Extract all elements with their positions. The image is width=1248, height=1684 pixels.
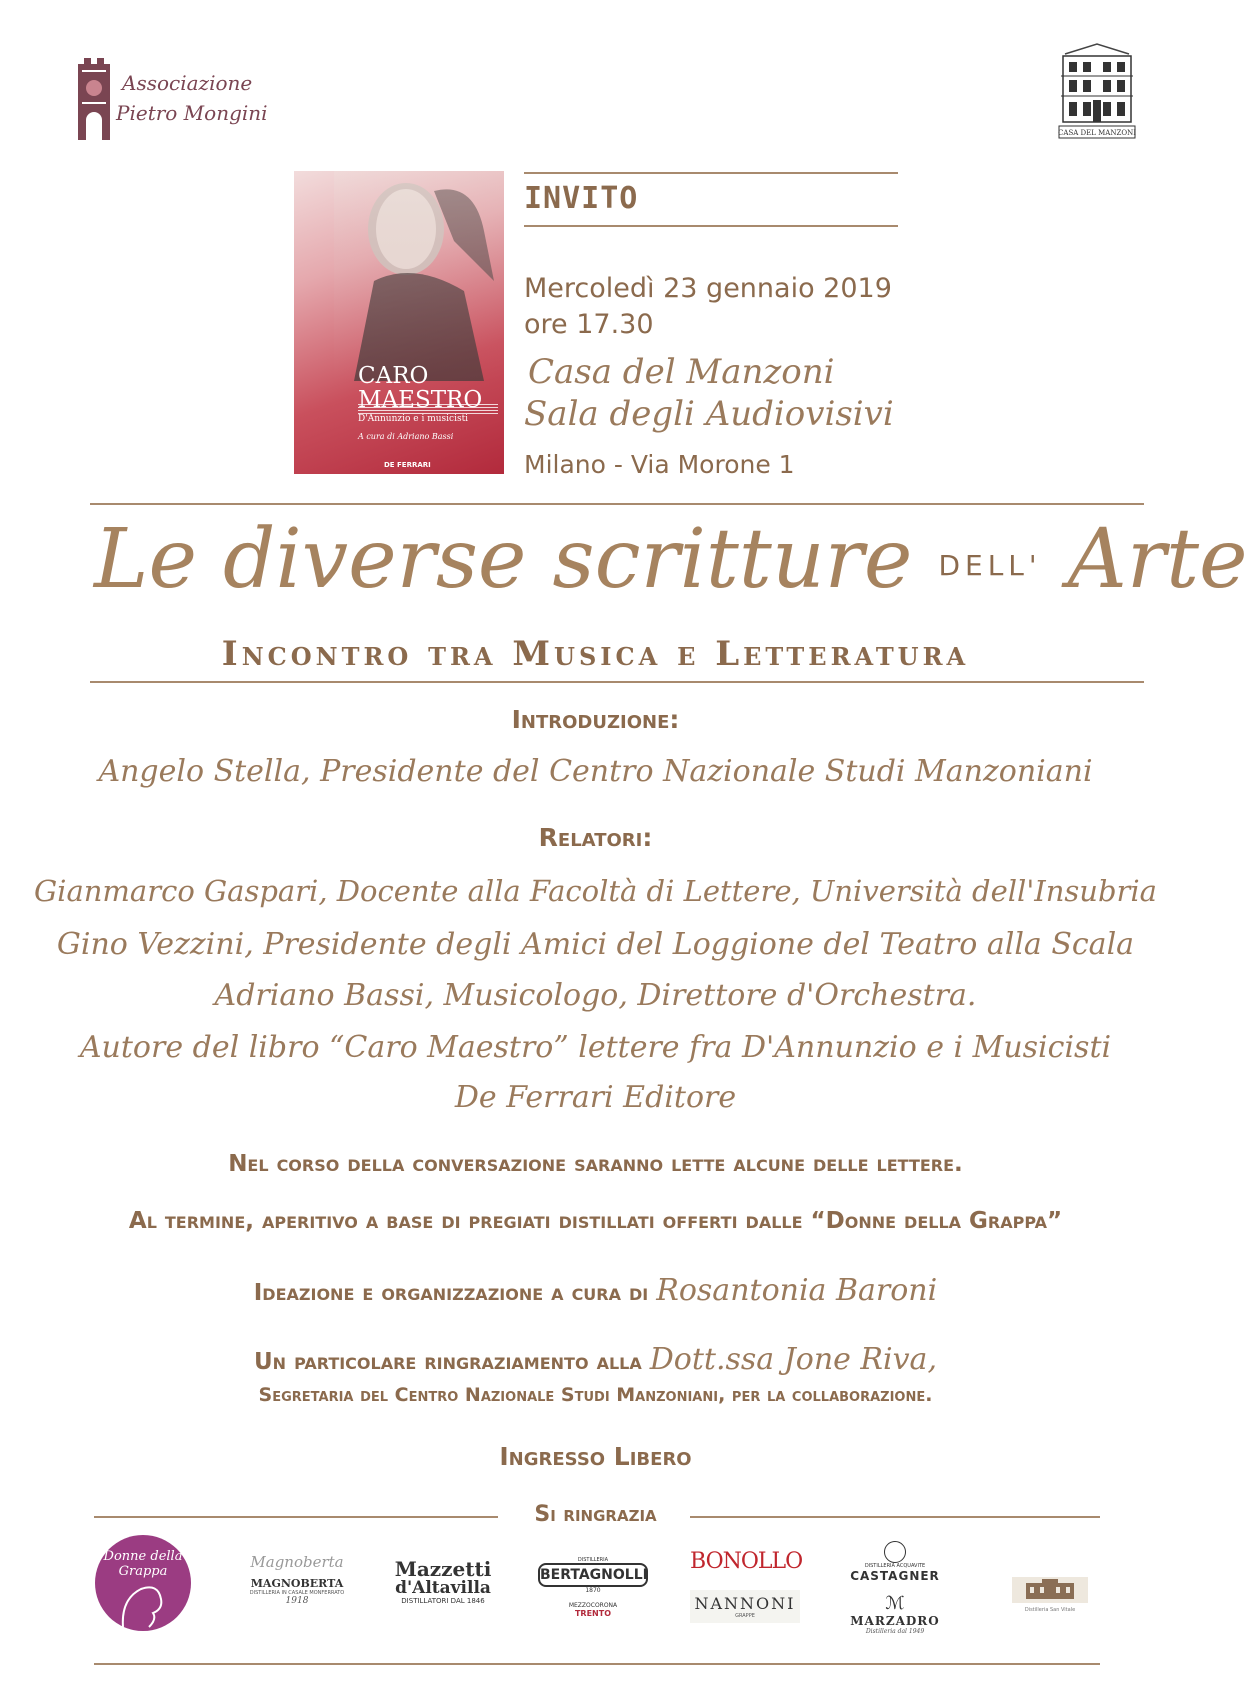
- main-title-part1: Le diverse scritture: [94, 512, 913, 607]
- bertagnolli-year: 1870: [585, 1587, 601, 1594]
- marzadro-sub: Distilleria dal 1949: [865, 1628, 925, 1635]
- sanvitale-name: Distilleria San Vitale: [1024, 1607, 1076, 1613]
- relatore-line: Gianmarco Gaspari, Docente alla Facoltà di Lettere, Università dell'Insubria: [34, 874, 1157, 908]
- sponsors-bottom-rule: [94, 1663, 1100, 1665]
- donne-della-grappa-logo: [95, 1535, 191, 1631]
- castagner-marzadro-logos: [840, 1541, 950, 1635]
- castagner-name: CASTAGNER: [850, 1569, 940, 1583]
- main-subtitle: Incontro tra Musica e Letteratura: [221, 634, 970, 674]
- book-title-line1: CARO: [358, 363, 429, 389]
- si-ringrazia-heading: Si ringrazia: [534, 1502, 657, 1527]
- bonollo-nannoni-logos: [690, 1549, 803, 1623]
- assoc-line2: Pietro Mongini: [116, 101, 268, 125]
- book-curator: A cura di Adriano Bassi: [358, 432, 454, 441]
- bertagnolli-sub2: TRENTO: [574, 1609, 612, 1618]
- ideazione-name: Rosantonia Baroni: [656, 1273, 938, 1308]
- thanks-name: Dott.ssa Jone Riva,: [649, 1342, 937, 1377]
- castagner-emblem-icon: [884, 1541, 906, 1563]
- relatore-line: Gino Vezzini, Presidente degli Amici del Loggione del Teatro alla Scala: [56, 927, 1135, 962]
- aperitivo-note: Al termine, aperitivo a base di pregiati distillati offerti dalle “Donne della Grappa”: [128, 1208, 1063, 1234]
- event-date: Mercoledì 23 gennaio 2019: [524, 273, 892, 304]
- sanvitale-logo: [1002, 1577, 1098, 1613]
- relatore-line: Adriano Bassi, Musicologo, Direttore d'Orchestra.: [214, 978, 977, 1013]
- nannoni-logo: NANNONI: [694, 1594, 796, 1613]
- book-title-line2: MAESTRO: [358, 387, 483, 413]
- main-title-dell: DELL': [938, 549, 1042, 582]
- portrait-image: [334, 171, 504, 381]
- book-cover: [294, 171, 504, 474]
- mazzetti-logo: [388, 1559, 498, 1605]
- bertagnolli-logo: [538, 1557, 648, 1618]
- casa-manzoni-logo-icon: [1055, 40, 1139, 142]
- magnoberta-sub: DISTILLERIA IN CASALE MONFERRATO: [249, 1590, 345, 1596]
- sponsors-row: [90, 1535, 1110, 1655]
- mazzetti-line1: Mazzetti: [394, 1557, 492, 1581]
- venue-line1: Casa del Manzoni: [528, 352, 835, 392]
- intro-speaker: Angelo Stella, Presidente del Centro Nazionale Studi Manzoniani: [98, 754, 1093, 789]
- bertagnolli-top: DISTILLERIA: [577, 1557, 609, 1563]
- mazzetti-sub: DISTILLATORI DAL 1846: [401, 1597, 485, 1605]
- marzadro-emblem-icon: ℳ: [885, 1593, 905, 1614]
- invito-bottom-rule: [524, 225, 898, 227]
- ideazione-note: [0, 1273, 1191, 1308]
- invito-top-rule: [524, 172, 898, 174]
- intro-heading: Introduzione:: [511, 705, 680, 734]
- nannoni-sub: GRAPPE: [735, 1613, 755, 1619]
- thanks-prefix: Un particolare ringraziamento alla: [254, 1349, 642, 1375]
- relatore-line: Autore del libro “Caro Maestro” lettere fra D'Annunzio e i Musicisti: [79, 1030, 1112, 1065]
- bertagnolli-sub1: MEZZOCORONA: [568, 1602, 618, 1609]
- associazione-logo-icon: [76, 58, 112, 140]
- magnoberta-script: Magnoberta: [250, 1553, 344, 1571]
- ideazione-prefix: Ideazione e organizzazione a cura di: [253, 1280, 649, 1306]
- event-time: ore 17.30: [524, 309, 654, 340]
- manzoni-logo-caption: CASA DEL MANZONI: [1058, 129, 1136, 137]
- relatore-line: De Ferrari Editore: [454, 1080, 737, 1115]
- main-title-part2: Arte: [1067, 512, 1248, 607]
- magnoberta-logo: [242, 1553, 352, 1606]
- title-bottom-rule: [90, 681, 1144, 683]
- magnoberta-name: MAGNOBERTA: [250, 1577, 344, 1590]
- sanvitale-building-icon: [1012, 1577, 1088, 1603]
- venue-line2: Sala degli Audiovisivi: [524, 394, 894, 434]
- magnoberta-year: 1918: [285, 1596, 309, 1606]
- mazzetti-line2: d'Altavilla: [395, 1578, 491, 1598]
- reading-note: Nel corso della conversazione saranno lette alcune delle lettere.: [228, 1151, 963, 1177]
- donne-profile-icon: [113, 1579, 173, 1629]
- event-address: Milano - Via Morone 1: [524, 450, 795, 479]
- castagner-top: DISTILLERIA ACQUAVITE: [864, 1563, 926, 1569]
- book-publisher: DE FERRARI: [384, 461, 431, 469]
- assoc-line1: Associazione: [122, 71, 253, 95]
- thanks-suffix: Segretaria del Centro Nazionale Studi Manzoniani, per la collaborazione.: [258, 1384, 933, 1406]
- marzadro-name: MARZADRO: [850, 1614, 940, 1628]
- ingresso-libero: Ingresso Libero: [499, 1442, 692, 1471]
- associazione-name: [116, 68, 282, 128]
- book-subtitle: D'Annunzio e i musicisti: [358, 414, 469, 424]
- bertagnolli-name: BERTAGNOLLI: [540, 1567, 648, 1583]
- relatori-heading: Relatori:: [538, 823, 653, 852]
- sponsors-right-rule: [690, 1516, 1100, 1518]
- title-top-rule: [90, 503, 1144, 505]
- thanks-note: [0, 1342, 1191, 1377]
- donne-label: Donne della Grappa: [103, 1549, 183, 1579]
- invito-heading: INVITO: [524, 181, 639, 216]
- bonollo-logo: BONOLLO: [690, 1549, 803, 1574]
- main-title: [94, 512, 1248, 607]
